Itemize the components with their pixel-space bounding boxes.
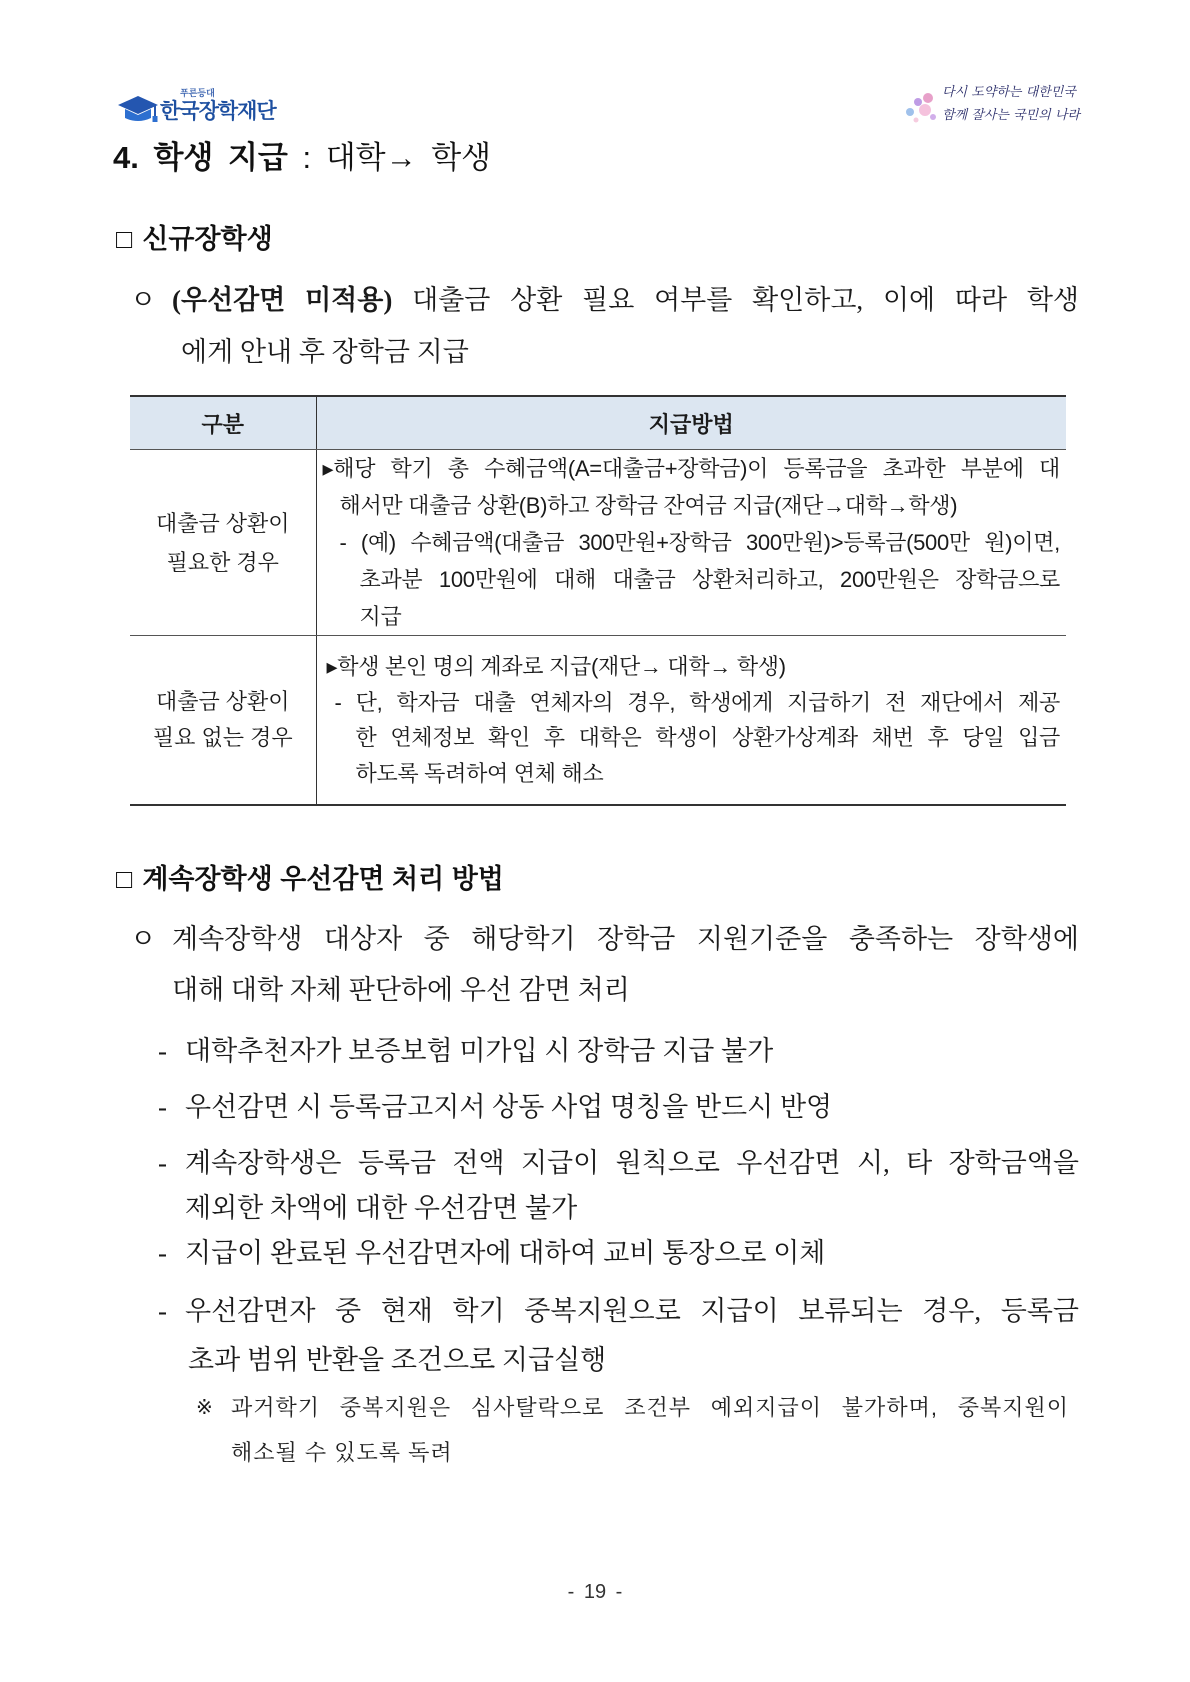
dash-marker: - xyxy=(158,1238,167,1268)
page-title xyxy=(113,138,491,178)
method-line: 지급 xyxy=(359,604,402,629)
payment-method-table xyxy=(130,395,1066,806)
bullet-marker: ㅇ xyxy=(130,285,157,315)
column-header-method: 지급방법 xyxy=(316,396,1066,450)
list-item-continued: 제외한 차액에 대한 우선감면 불가 xyxy=(185,1193,578,1223)
bullet-bold-label: (우선감면 미적용) xyxy=(172,285,393,315)
slogan-line: 다시 도약하는 대한민국 xyxy=(942,85,1076,100)
method-cell xyxy=(316,636,1066,806)
method-line: - 단, 학자금 대출 연체자의 경우, 학생에게 지급하기 전 재단에서 제공 xyxy=(334,689,1060,715)
graduation-cap-icon xyxy=(116,94,160,126)
note-line: 해소될 수 있도록 독려 xyxy=(231,1440,453,1465)
checkbox-marker: □ xyxy=(116,864,133,894)
method-cell xyxy=(316,450,1066,636)
reference-mark: ※ xyxy=(196,1397,213,1419)
list-item: 우선감면 시 등록금고지서 상동 사업 명칭을 반드시 반영 xyxy=(185,1092,833,1122)
section-heading-new-scholars xyxy=(116,220,273,258)
logo-name: 한국장학재단 xyxy=(160,100,276,123)
list-item-continued: 초과 범위 반환을 조건으로 지급실행 xyxy=(188,1345,607,1375)
kosaf-logo xyxy=(116,88,296,130)
method-line: 해서만 대출금 상환(B)하고 장학금 잔여금 지급(재단→대학→학생) xyxy=(339,493,958,518)
category-cell xyxy=(130,636,316,806)
dash-marker: - xyxy=(158,1092,167,1122)
list-item: 우선감면자 중 현재 학기 중복지원으로 지급이 보류되는 경우, 등록금 xyxy=(185,1296,1079,1326)
section-heading-continuing-scholars xyxy=(116,860,504,898)
bullet-line: 계속장학생 대상자 중 해당학기 장학금 지원기준을 충족하는 장학생에 xyxy=(172,924,1079,954)
bullet-line: 에게 안내 후 장학금 지급 xyxy=(181,337,469,367)
slogan xyxy=(898,82,1088,130)
dash-marker: - xyxy=(158,1036,167,1066)
section-heading-text: 신규장학생 xyxy=(142,224,273,254)
dash-marker: - xyxy=(158,1296,167,1326)
list-item: 지급이 완료된 우선감면자에 대하여 교비 통장으로 이체 xyxy=(185,1238,826,1268)
table-row xyxy=(130,450,1066,636)
logo-tagline: 푸른등대 xyxy=(180,88,215,98)
method-line: - (예) 수혜금액(대출금 300만원+장학금 300만원)>등록금(500만 원)이면, xyxy=(339,530,1060,555)
note-line: 과거학기 중복지원은 심사탈락으로 조건부 예외지급이 불가하며, 중복지원이 xyxy=(231,1395,1069,1420)
checkbox-marker: □ xyxy=(116,224,133,254)
page-number: - 19 - xyxy=(567,1581,623,1603)
title-rest: : 대학→ 학생 xyxy=(302,140,492,175)
bullet-marker: ㅇ xyxy=(130,924,157,954)
method-line: 초과분 100만원에 대해 대출금 상환처리하고, 200만원은 장학금으로 xyxy=(359,567,1060,592)
list-item: 계속장학생은 등록금 전액 지급이 원칙으로 우선감면 시, 타 장학금액을 xyxy=(185,1148,1079,1178)
category-text: 대출금 상환이 xyxy=(155,689,290,714)
method-line: 한 연체정보 확인 후 대학은 학생이 상환가상계좌 채번 후 당일 입금 xyxy=(355,725,1060,750)
section-heading-text: 계속장학생 우선감면 처리 방법 xyxy=(142,864,504,894)
table-header-row xyxy=(130,396,1066,450)
slogan-line: 함께 잘사는 국민의 나라 xyxy=(942,108,1080,123)
table-row xyxy=(130,636,1066,806)
category-cell xyxy=(130,450,316,636)
method-line: ▸학생 본인 명의 계좌로 지급(재단→ 대학→ 학생) xyxy=(326,654,786,679)
title-bold: 4. 학생 지급 xyxy=(113,140,288,175)
category-text: 필요한 경우 xyxy=(166,549,279,575)
bullet-line xyxy=(172,282,1079,318)
list-item: 대학추천자가 보증보험 미가입 시 장학금 지급 불가 xyxy=(185,1036,774,1066)
dash-marker: - xyxy=(158,1148,167,1178)
bullet-line: 대해 대학 자체 판단하에 우선 감면 처리 xyxy=(172,975,630,1005)
column-header-category: 구분 xyxy=(130,396,316,450)
bullet-text: 대출금 상환 필요 여부를 확인하고, 이에 따라 학생 xyxy=(412,285,1080,315)
category-text: 대출금 상환이 xyxy=(155,510,290,536)
method-line: ▸해당 학기 총 수혜금액(A=대출금+장학금)이 등록금을 초과한 부분에 대 xyxy=(322,456,1060,481)
slogan-swirl-icon xyxy=(898,88,940,126)
category-text: 필요 없는 경우 xyxy=(152,725,293,750)
method-line: 하도록 독려하여 연체 해소 xyxy=(355,760,604,786)
